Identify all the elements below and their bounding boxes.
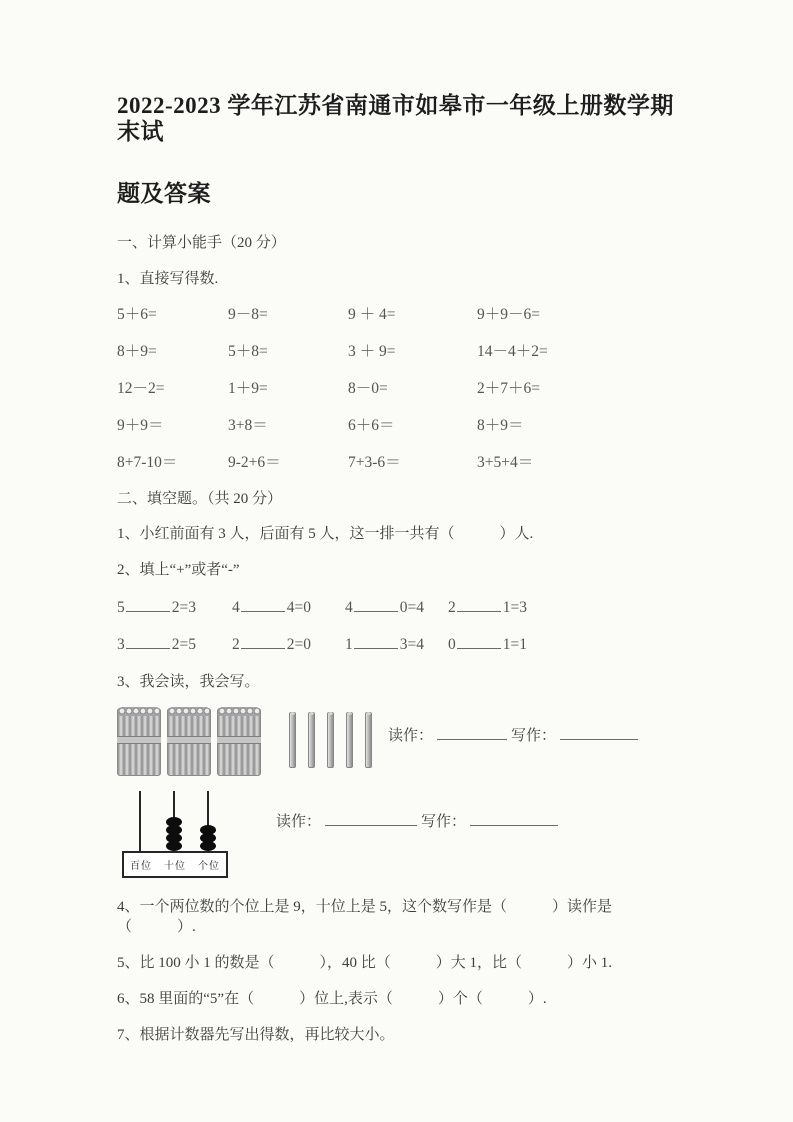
calc-expression: 8＋9=: [117, 343, 157, 360]
fill-blank-equation: [232, 634, 345, 655]
blank-line: [126, 597, 170, 612]
equation-right: 0=4: [399, 599, 424, 616]
abacus-rod-tens: [173, 791, 175, 851]
single-stick: [289, 712, 296, 768]
read-as-label: 读作：: [276, 814, 322, 830]
blank-line: [560, 725, 638, 740]
calculation-grid: [117, 305, 683, 473]
question-3: 3、我会读，我会写。: [117, 674, 260, 690]
blank-line: [470, 811, 558, 826]
page-title-line1: 2022-2023 学年江苏省南通市如皋市一年级上册数学期末试: [117, 93, 674, 144]
section2-heading: 二、填空题。（共 20 分）: [117, 491, 283, 507]
abacus-rod-ones: [207, 791, 209, 851]
blank-line: [126, 634, 170, 649]
abacus-rod-hundreds: [139, 791, 141, 851]
calc-expression: 9－8=: [228, 306, 268, 323]
single-sticks: [289, 712, 372, 768]
equation-right: 1=3: [502, 599, 527, 616]
sticks-figure: [117, 708, 683, 780]
calc-expression: 8－0=: [348, 380, 388, 397]
fill-blank-equation: [345, 634, 448, 655]
fill-sign-grid: [117, 597, 683, 655]
question-7: 7、根据计数器先写出得数，再比较大小。: [117, 1027, 395, 1043]
fill-blank-equation: [448, 597, 683, 618]
question-6: 6、58 里面的“5”在（ ）位上,表示（ ）个（ ）.: [117, 991, 547, 1007]
equation-left: 2: [448, 599, 456, 616]
abacus-figure-row: [117, 790, 683, 882]
equation-right: 2=5: [171, 636, 196, 653]
blank-line: [241, 634, 285, 649]
blank-line: [457, 634, 501, 649]
single-stick: [346, 712, 353, 768]
equation-right: 2=3: [171, 599, 196, 616]
calc-expression: 7+3-6＝: [348, 454, 401, 471]
page-title-line2: 题及答案: [117, 181, 211, 206]
abacus-read-write-line: [276, 810, 562, 831]
equation-left: 4: [232, 599, 240, 616]
fill-blank-equation: [117, 634, 232, 655]
calc-expression: 9 ＋ 4=: [348, 306, 396, 323]
tens-beads: [166, 819, 182, 851]
equation-left: 0: [448, 636, 456, 653]
calc-expression: 12－2=: [117, 380, 165, 397]
single-stick: [327, 712, 334, 768]
fill-blank-equation: [448, 634, 683, 655]
equation-left: 1: [345, 636, 353, 653]
abacus-bead: [200, 841, 216, 851]
stick-bundles: [117, 708, 261, 776]
section1-subheading: 1、直接写得数.: [117, 271, 219, 287]
ones-beads: [200, 827, 216, 851]
calc-expression: 3 ＋ 9=: [348, 343, 396, 360]
calc-expression: 5＋8=: [228, 343, 268, 360]
blank-line: [457, 597, 501, 612]
question-4: 4、一个两位数的个位上是 9，十位上是 5，这个数写作是（ ）读作是（ ）.: [117, 899, 613, 935]
blank-line: [241, 597, 285, 612]
write-as-label: 写作：: [511, 728, 557, 744]
ones-label: 个位: [198, 861, 220, 872]
question-5: 5、比 100 小 1 的数是（ ），40 比（ ）大 1，比（ ）小 1.: [117, 955, 613, 971]
section1-heading: 一、计算小能手（20 分）: [117, 235, 286, 251]
read-as-label: 读作：: [388, 728, 434, 744]
fill-blank-equation: [232, 597, 345, 618]
abacus-figure: [122, 790, 228, 878]
question-1: 1、小红前面有 3 人，后面有 5 人，这一排一共有（ ）人.: [117, 526, 534, 542]
calc-expression: 8+7-10＝: [117, 454, 178, 471]
write-as-label: 写作：: [421, 814, 467, 830]
blank-line: [354, 634, 398, 649]
stick-bundle: [217, 708, 261, 776]
equation-left: 4: [345, 599, 353, 616]
blank-line: [437, 725, 507, 740]
single-stick: [365, 712, 372, 768]
stick-bundle: [167, 708, 211, 776]
equation-left: 3: [117, 636, 125, 653]
equation-left: 5: [117, 599, 125, 616]
calc-expression: 9＋9－6=: [477, 306, 540, 323]
equation-left: 2: [232, 636, 240, 653]
calc-expression: 9＋9＝: [117, 417, 164, 434]
calc-expression: 8＋9＝: [477, 417, 524, 434]
calc-expression: 3+8＝: [228, 417, 268, 434]
calc-expression: 14－4＋2=: [477, 343, 548, 360]
single-stick: [308, 712, 315, 768]
stick-bundle: [117, 708, 161, 776]
equation-right: 2=0: [286, 636, 311, 653]
equation-right: 3=4: [399, 636, 424, 653]
blank-line: [354, 597, 398, 612]
fill-blank-equation: [345, 597, 448, 618]
hundreds-label: 百位: [130, 861, 152, 872]
calc-expression: 1＋9=: [228, 380, 268, 397]
calc-expression: 5＋6=: [117, 306, 157, 323]
sticks-read-write-line: [388, 724, 642, 745]
calc-expression: 2＋7＋6=: [477, 380, 540, 397]
tens-label: 十位: [164, 861, 186, 872]
blank-line: [325, 811, 417, 826]
calc-expression: 9-2+6＝: [228, 454, 281, 471]
equation-right: 1=1: [502, 636, 527, 653]
abacus-bead: [166, 841, 182, 851]
equation-right: 4=0: [286, 599, 311, 616]
calc-expression: 6＋6＝: [348, 417, 395, 434]
place-value-box: [122, 851, 228, 878]
question-2: 2、填上“+”或者“-”: [117, 562, 240, 578]
fill-blank-equation: [117, 597, 232, 618]
calc-expression: 3+5+4＝: [477, 454, 534, 471]
